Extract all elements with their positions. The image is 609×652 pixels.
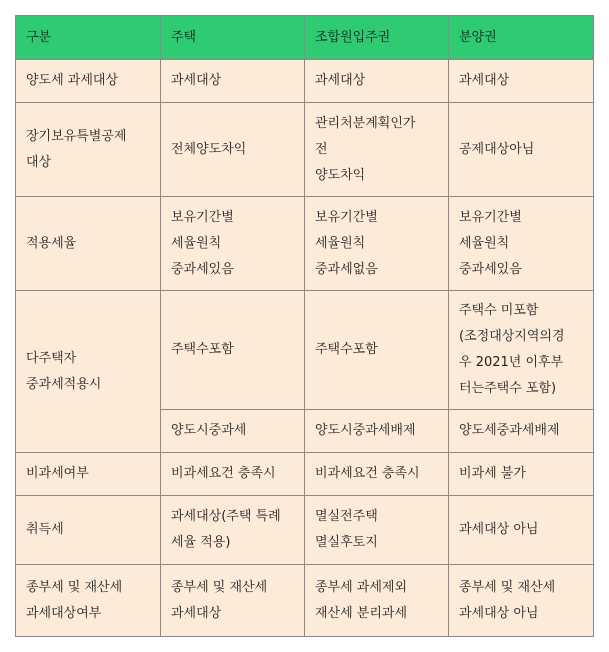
cell-text: 보유기간별 세율원칙 중과세있음 — [171, 209, 234, 277]
table-cell — [161, 197, 305, 291]
table-row — [16, 291, 594, 410]
row-label-cell — [16, 565, 161, 637]
table-cell — [449, 565, 594, 637]
cell-text: 양도시중과세배제 — [315, 423, 416, 438]
table-cell — [305, 496, 449, 565]
cell-text: 양도세중과세배제 — [459, 423, 560, 438]
cell-text: 종부세 및 재산세 과세대상 아님 — [459, 579, 556, 621]
header-house-label: 주택 — [171, 29, 197, 45]
table-row — [16, 565, 594, 637]
table-cell — [161, 103, 305, 197]
table-cell — [305, 103, 449, 197]
table-cell — [449, 291, 594, 410]
table-cell — [305, 453, 449, 496]
cell-text: 주택수포함 — [171, 342, 234, 357]
row-label: 종부세 및 재산세 과세대상여부 — [26, 579, 123, 621]
table-cell — [305, 60, 449, 103]
row-label-cell — [16, 197, 161, 291]
cell-text: 종부세 및 재산세 과세대상 — [171, 579, 268, 621]
table-cell — [305, 291, 449, 410]
cell-text: 과세대상 아님 — [459, 522, 539, 537]
cell-text: 주택수포함 — [315, 342, 378, 357]
cell-text: 보유기간별 세율원칙 중과세있음 — [459, 209, 522, 277]
table-row — [16, 453, 594, 496]
row-label: 장기보유특별공제 대상 — [26, 128, 127, 170]
table-cell — [449, 103, 594, 197]
cell-text: 관리처분계획인가 전 양도차익 — [315, 115, 416, 183]
table-cell — [161, 291, 305, 410]
table-cell — [305, 565, 449, 637]
cell-text: 과세대상 — [315, 73, 366, 88]
cell-text: 과세대상 — [171, 73, 222, 88]
cell-text: 비과세 불가 — [459, 466, 526, 481]
table-header-row — [16, 16, 594, 60]
cell-text: 비과세요건 충족시 — [171, 466, 276, 481]
table-cell — [161, 496, 305, 565]
cell-text: 멸실전주택 멸실후토지 — [315, 509, 378, 550]
table-row — [16, 60, 594, 103]
cell-text: 과세대상(주택 특례 세율 적용) — [171, 509, 281, 550]
cell-text: 과세대상 — [459, 73, 510, 88]
table-row — [16, 197, 594, 291]
table-cell — [161, 60, 305, 103]
table-row — [16, 103, 594, 197]
row-label-cell — [16, 291, 161, 453]
table-cell — [305, 410, 449, 453]
row-label: 다주택자 중과세적용시 — [26, 350, 102, 392]
row-label-cell — [16, 103, 161, 197]
table-cell — [449, 197, 594, 291]
comparison-table — [15, 15, 594, 637]
row-label: 양도세 과세대상 — [26, 73, 119, 88]
table-cell — [305, 197, 449, 291]
table-row — [16, 496, 594, 565]
header-membership-right — [305, 16, 449, 60]
header-presale-right-label: 분양권 — [459, 29, 497, 45]
cell-text: 공제대상아님 — [459, 141, 535, 157]
row-label: 적용세율 — [26, 235, 77, 251]
cell-text: 종부세 과세제외 재산세 분리과세 — [315, 579, 408, 621]
table-cell — [161, 453, 305, 496]
row-label-cell — [16, 496, 161, 565]
header-house — [161, 16, 305, 60]
table-cell — [449, 410, 594, 453]
row-label-cell — [16, 453, 161, 496]
row-label: 취득세 — [26, 522, 64, 537]
row-label-cell — [16, 60, 161, 103]
row-label: 비과세여부 — [26, 466, 89, 481]
cell-text: 양도시중과세 — [171, 423, 247, 438]
cell-text: 주택수 미포함 (조정대상지역의경 우 2021년 이후부 터는주택수 포함) — [459, 303, 565, 396]
header-category-label: 구분 — [26, 29, 52, 45]
table-cell — [449, 453, 594, 496]
cell-text: 보유기간별 세율원칙 중과세없음 — [315, 209, 378, 277]
cell-text: 비과세요건 충족시 — [315, 466, 420, 481]
header-category — [16, 16, 161, 60]
table-cell — [449, 496, 594, 565]
header-membership-right-label: 조합원입주권 — [315, 29, 391, 45]
table-cell — [161, 565, 305, 637]
table-cell — [161, 410, 305, 453]
header-presale-right — [449, 16, 594, 60]
table-cell — [449, 60, 594, 103]
cell-text: 전체양도차익 — [171, 141, 247, 157]
